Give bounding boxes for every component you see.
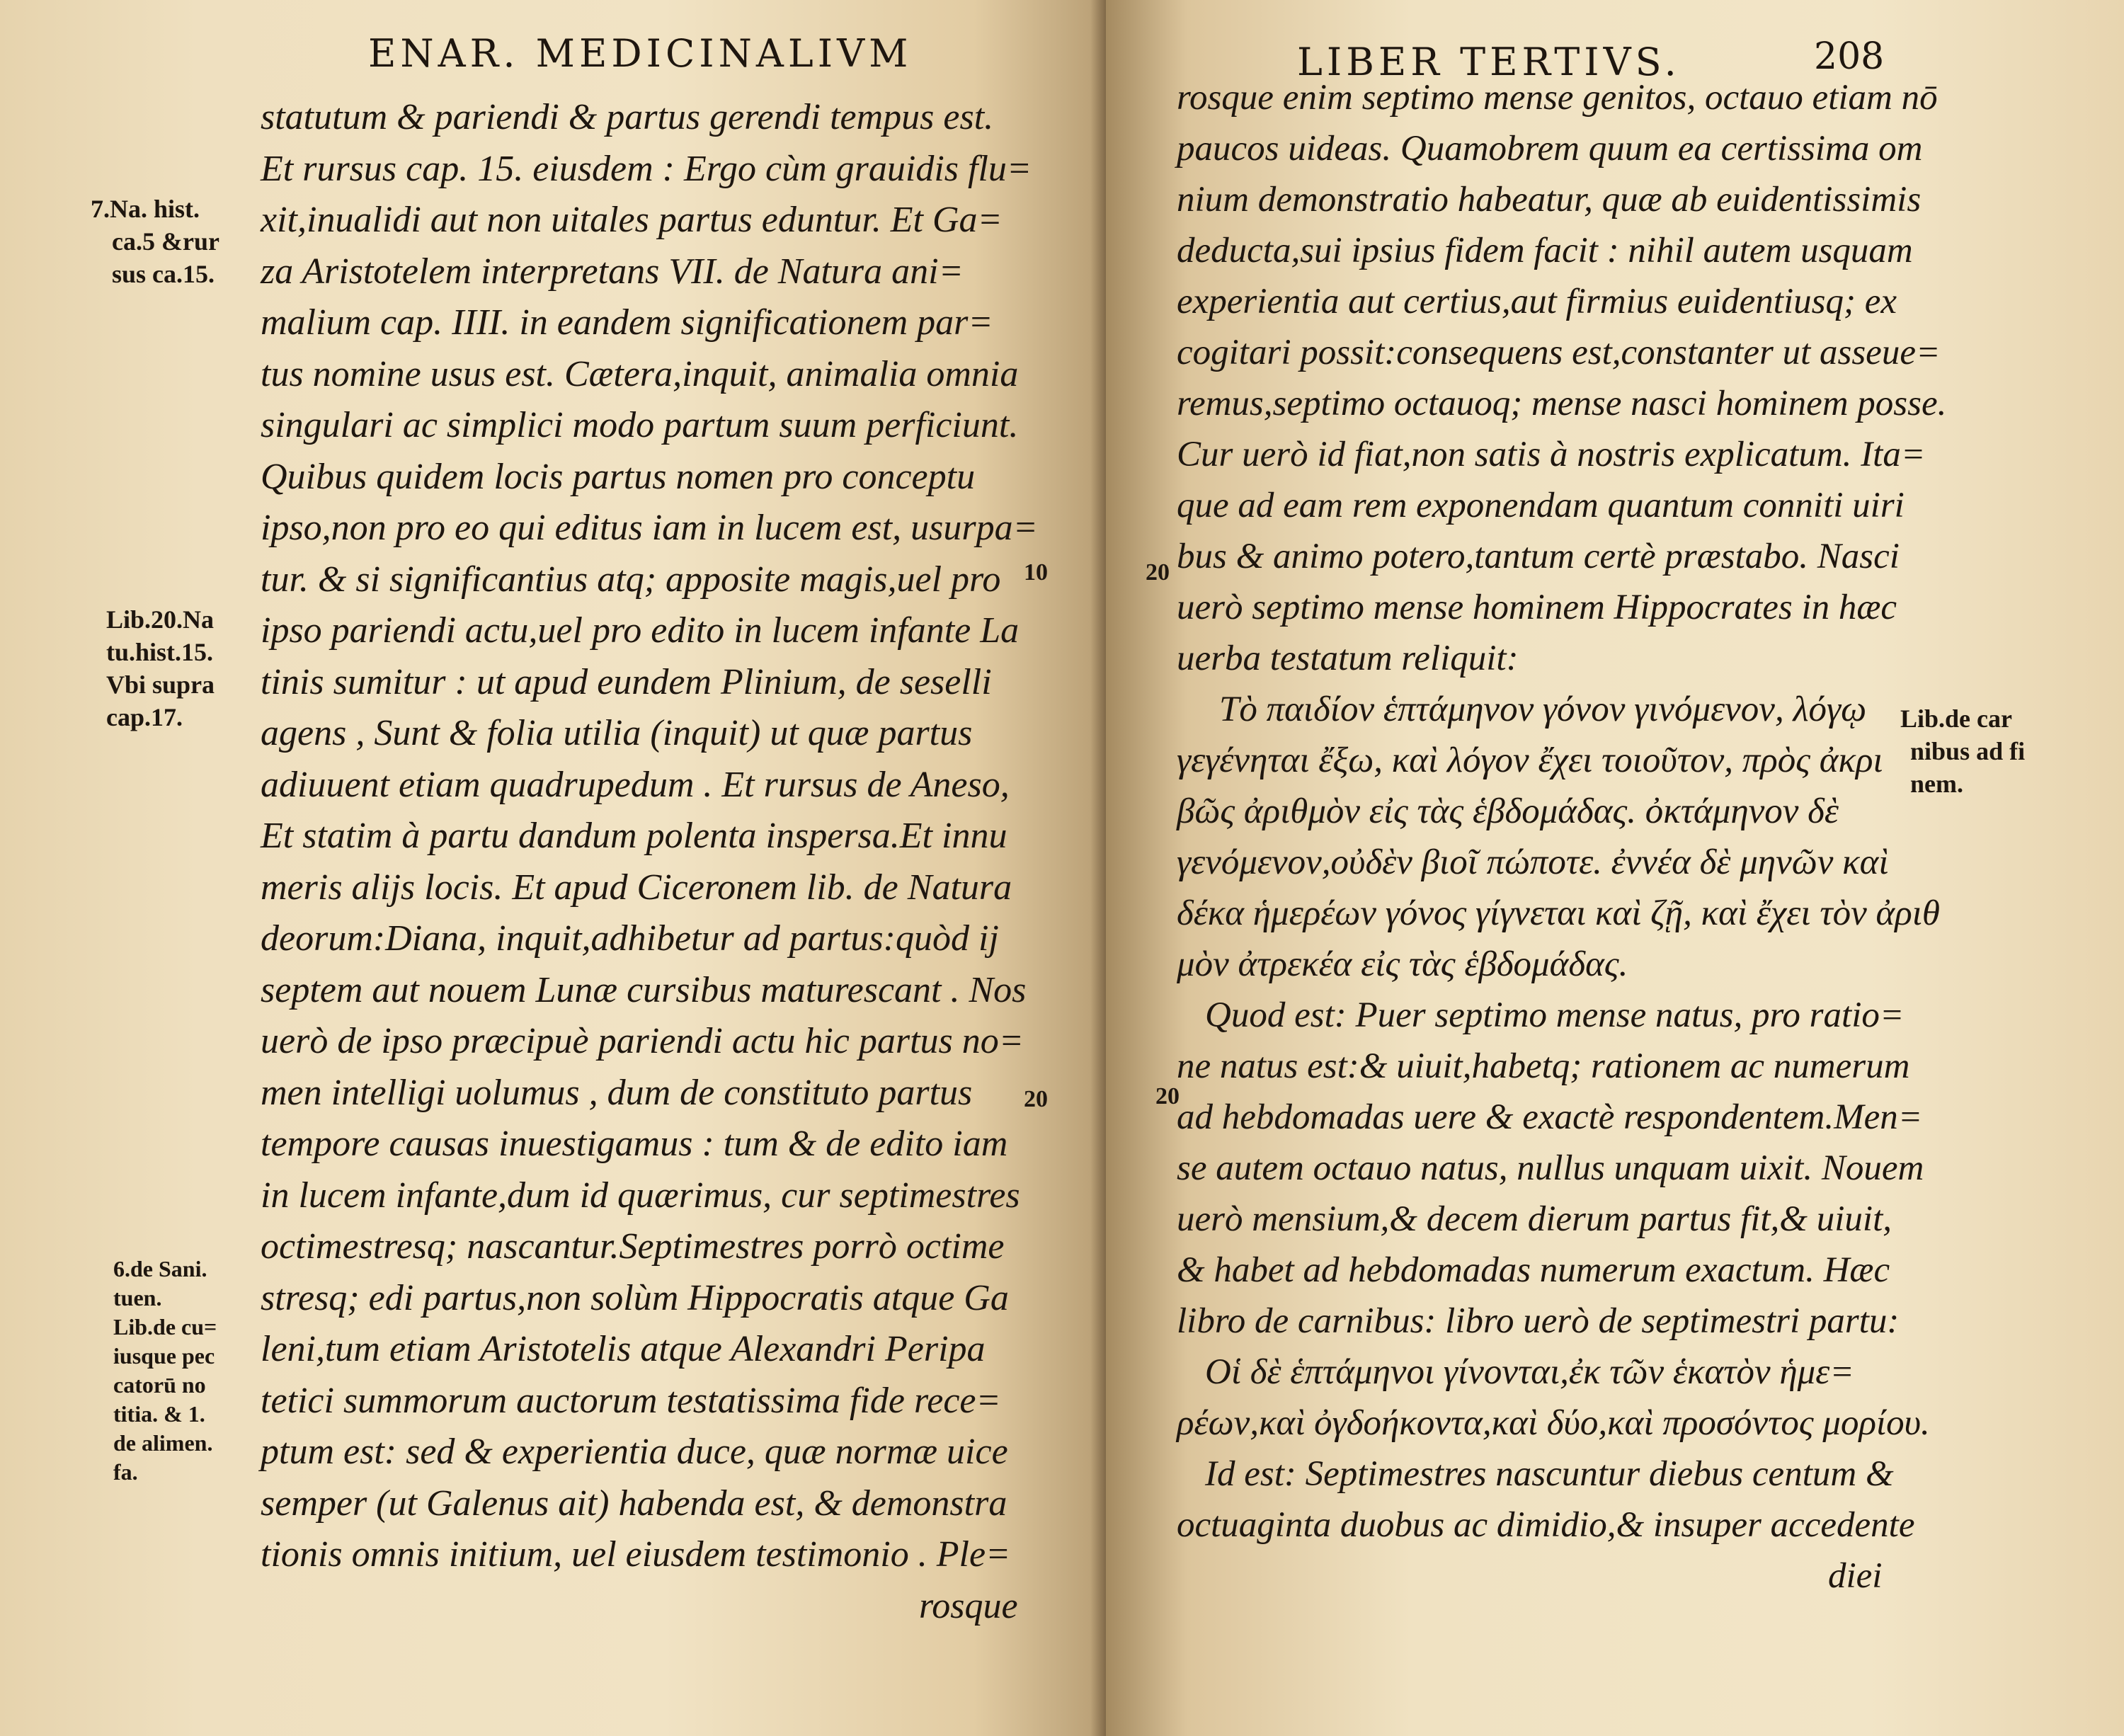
text-line: tetici summorum auctorum testatissima fide rece= <box>261 1380 1001 1421</box>
text-line: Quibus quidem locis partus nomen pro conceptu <box>261 456 976 497</box>
text-line: za Aristotelem interpretans VII. de Natura ani= <box>261 251 964 292</box>
text-line: βῶς ἀριθμὸν εἰς τὰς ἑβδομάδας. ὀκτάμηνον δὲ <box>1177 792 1839 831</box>
text-line: stresq; edi partus,non solùm Hippocratis atque Ga <box>261 1277 1009 1318</box>
text-line: bus & animo potero,tantum certè præstabo. Nasci <box>1177 537 1900 576</box>
text-line: que ad eam rem exponendam quantum conniti uiri <box>1177 486 1905 525</box>
text-line: Cur uerò id fiat,non satis à nostris explicatum. Ita= <box>1177 435 1926 474</box>
text-line: adiuuent etiam quadrupedum . Et rursus de Aneso, <box>261 764 1010 805</box>
text-line: & habet ad hebdomadas numerum exactum. Hæc <box>1177 1250 1890 1290</box>
line-number-20a: 20 <box>1146 559 1170 586</box>
text-line: libro de carnibus: libro uerò de septimestri partu: <box>1177 1301 1900 1341</box>
text-line: Et rursus cap. 15. eiusdem : Ergo cùm grauidis flu= <box>261 148 1032 189</box>
text-line: μὸν ἀτρεκέα εἰς τὰς ἑβδομάδας. <box>1177 944 1628 984</box>
right-body-text <box>1177 72 1946 1601</box>
line-number-10: 10 <box>1024 559 1048 586</box>
line-number-20b: 20 <box>1155 1083 1180 1109</box>
margin-note-3: 6.de Sani. tuen. Lib.de cu= iusque pec catorū no titia. & 1. de alimen. fa. <box>113 1256 217 1485</box>
line-number-20: 20 <box>1024 1086 1048 1112</box>
text-line: deducta,sui ipsius fidem facit : nihil autem usquam <box>1177 231 1913 270</box>
text-line: ipso,non pro eo qui editus iam in lucem est, usurpa= <box>261 508 1038 548</box>
text-line: Id est: Septimestres nascuntur diebus centum & <box>1205 1454 1894 1494</box>
text-line: statutum & pariendi & partus gerendi tempus est. <box>261 97 994 137</box>
text-line: septem aut nouem Lunæ cursibus maturescant . Nos <box>261 969 1027 1010</box>
text-line: malium cap. IIII. in eandem significationem par= <box>261 302 993 343</box>
text-line: remus,septimo octauoq; mense nasci hominem posse. <box>1177 384 1947 423</box>
text-line: se autem octauo natus, nullus unquam uixit. Nouem <box>1177 1148 1924 1188</box>
text-line: tur. & si significantius atq; apposite magis,uel pro <box>261 559 1001 600</box>
text-line: Οἱ δὲ ἑπτάμηνοι γίνονται,ἐκ τῶν ἑκατὸν ἡμε= <box>1205 1352 1854 1392</box>
text-line: meris alijs locis. Et apud Ciceronem lib. de Natura <box>261 867 1012 908</box>
text-line: paucos uideas. Quamobrem quum ea certissima om <box>1177 129 1923 169</box>
page-number: 208 <box>1814 35 1885 78</box>
text-line: uerò septimo mense hominem Hippocrates in hæc <box>1177 588 1897 627</box>
text-line: cogitari possit:consequens est,constanter ut asseue= <box>1177 333 1941 372</box>
text-line: octuaginta duobus ac dimidio,& insuper accedente <box>1177 1505 1915 1545</box>
text-line: Et statim à partu dandum polenta inspersa.Et innu <box>261 816 1007 856</box>
running-header: ENAR. MEDICINALIVM <box>368 31 913 76</box>
text-line: γενόμενον,οὐδὲν βιοῖ πώποτε. ἐννέα δὲ μηνῶν καὶ <box>1177 843 1889 882</box>
text-line: nium demonstratio habeatur, quæ ab euidentissimis <box>1177 180 1922 219</box>
text-line: singulari ac simplici modo partum suum perficiunt. <box>261 405 1019 445</box>
text-line: diei <box>1828 1556 1883 1596</box>
text-line: leni,tum etiam Aristotelis atque Alexandri Peripa <box>261 1329 986 1369</box>
text-line: rosque enim septimo mense genitos, octauo etiam nō <box>1177 78 1938 118</box>
running-header: LIBER TERTIVS. <box>1297 40 1681 84</box>
text-line: ipso pariendi actu,uel pro edito in lucem infante La <box>261 610 1020 651</box>
text-line: Τὸ παιδίον ἑπτάμηνον γόνον γινόμενον, λόγῳ <box>1219 690 1867 729</box>
text-line: ρέων,καὶ ὀγδοήκοντα,καὶ δύο,καὶ προσόντος μορίου. <box>1177 1403 1930 1443</box>
margin-note-2: Lib.20.Na tu.hist.15. Vbi supra cap.17. <box>106 605 215 731</box>
text-line: uerò mensium,& decem dierum partus fit,& uiuit, <box>1177 1199 1892 1239</box>
text-line: in lucem infante,dum id quærimus, cur septimestres <box>261 1175 1020 1216</box>
text-line: experientia aut certius,aut firmius euidentiusq; ex <box>1177 282 1897 321</box>
text-line: tus nomine usus est. Cætera,inquit, animalia omnia <box>261 353 1019 394</box>
text-line: semper (ut Galenus ait) habenda est, & demonstra <box>261 1483 1007 1524</box>
text-line: tionis omnis initium, uel eiusdem testimonio . Ple= <box>261 1534 1011 1575</box>
text-line: deorum:Diana, inquit,adhibetur ad partus:quòd ij <box>261 918 999 959</box>
text-line: δέκα ἡμερέων γόνος γίγνεται καὶ ζῇ, καὶ ἔχει τὸν ἀριθ <box>1177 893 1940 933</box>
left-body-text <box>261 92 1038 1632</box>
text-line: xit,inualidi aut non uitales partus eduntur. Et Ga= <box>261 200 1003 240</box>
text-line: men intelligi uolumus , dum de constituto partus <box>261 1072 973 1113</box>
text-line: ne natus est:& uiuit,habetq; rationem ac numerum <box>1177 1046 1910 1086</box>
text-line: γεγένηται ἔξω, καὶ λόγον ἔχει τοιοῦτον, πρὸς ἀκρι <box>1177 741 1883 780</box>
text-line: agens , Sunt & folia utilia (inquit) ut quæ partus <box>261 713 973 753</box>
text-line: rosque <box>919 1585 1018 1626</box>
text-line: tinis sumitur : ut apud eundem Plinium, de seselli <box>261 661 992 702</box>
right-page <box>1106 0 2124 1736</box>
text-line: uerba testatum reliquit: <box>1177 639 1519 678</box>
margin-note-right: Lib.de car nibus ad fi nem. <box>1900 704 2026 798</box>
text-line: tempore causas inuestigamus : tum & de edito iam <box>261 1124 1008 1164</box>
text-line: ptum est: sed & experientia duce, quæ normæ uice <box>261 1432 1008 1472</box>
text-line: Quod est: Puer septimo mense natus, pro ratio= <box>1205 995 1905 1035</box>
text-line: uerò de ipso præcipuè pariendi actu hic partus no= <box>261 1021 1024 1061</box>
margin-note-1: 7.Na. hist. ca.5 &rur sus ca.15. <box>91 195 219 288</box>
text-line: octimestresq; nascantur.Septimestres porrò octime <box>261 1226 1005 1267</box>
text-line: ad hebdomadas uere & exactè respondentem.Men= <box>1177 1097 1923 1137</box>
